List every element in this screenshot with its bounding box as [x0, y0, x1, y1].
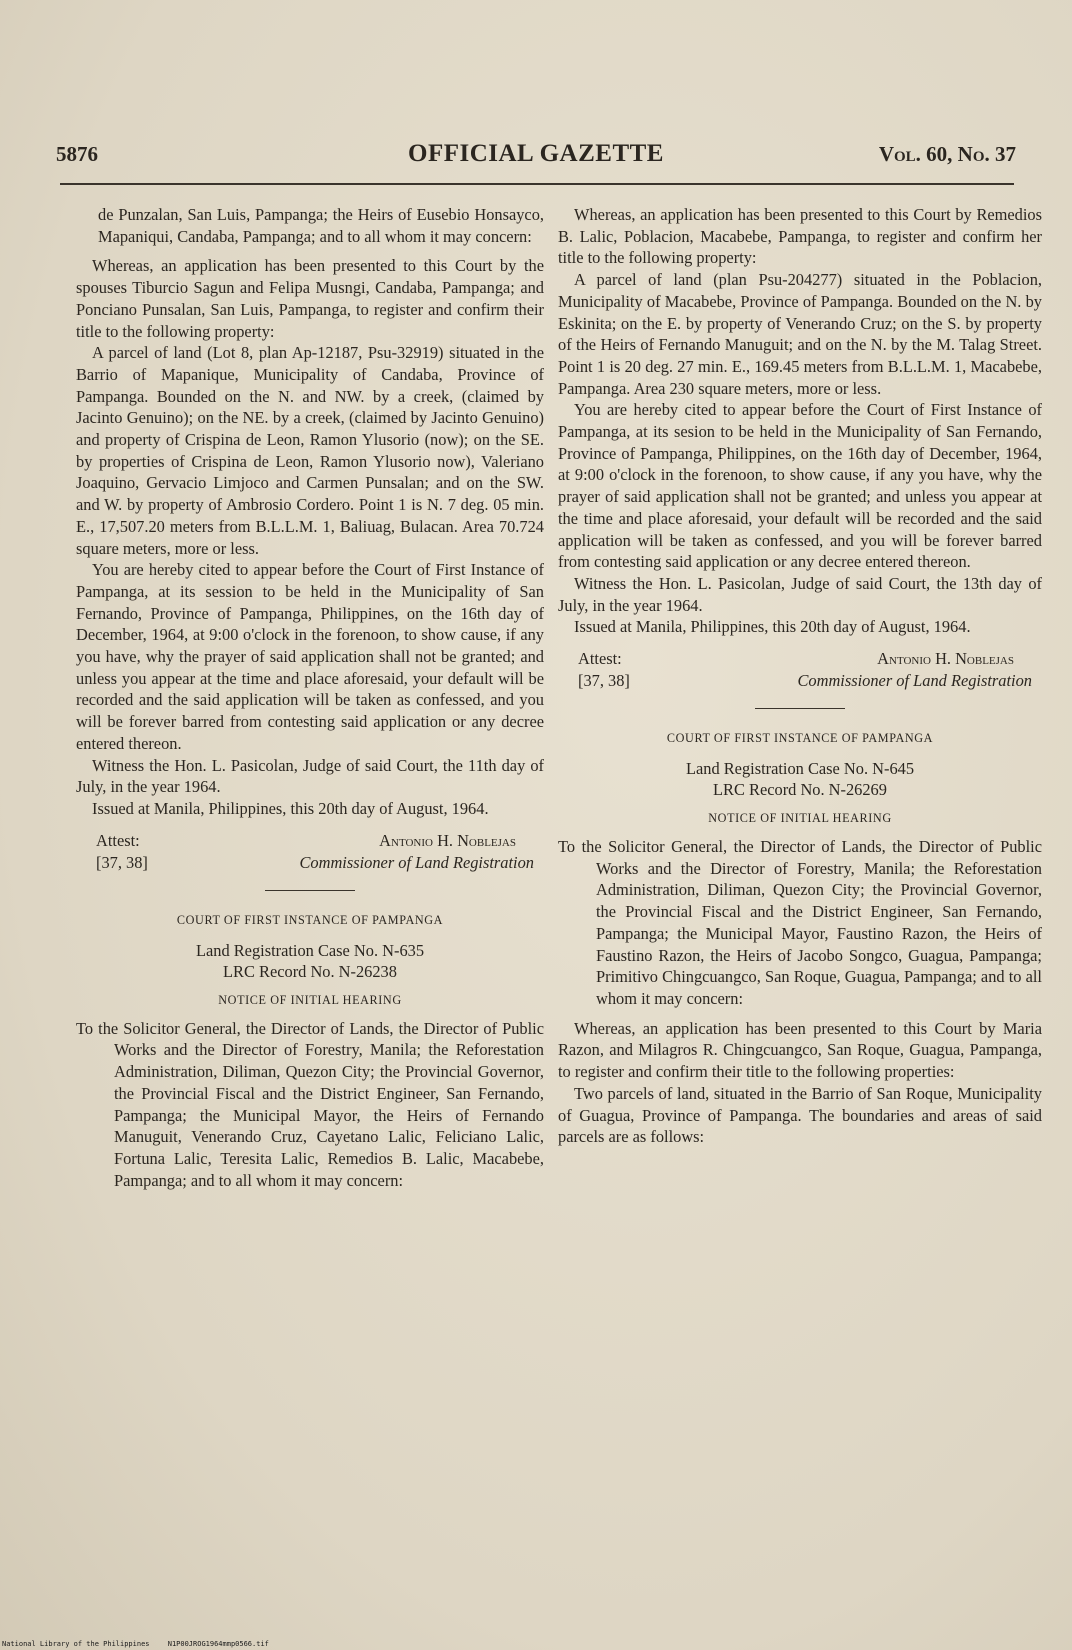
attest-title: Commissioner of Land Registration [299, 852, 534, 872]
page-number: 5876 [56, 142, 98, 166]
properties-paragraph: Two parcels of land, situated in the Barrio of San Roque, Municipality of Guagua, Province of Pampanga. The boundaries and areas of said parcels are as follows: [558, 1083, 1042, 1147]
attest-title: Commissioner of Land Registration [797, 671, 1032, 691]
page-header [56, 142, 1016, 176]
volume-number: Vol. 60, No. 37 [878, 142, 1016, 166]
scan-filename: N1P00JROG1964mmp0566.tif [167, 1640, 269, 1648]
right-column [558, 204, 1042, 1148]
issue-reference: [37, 38] [578, 671, 630, 691]
property-description: A parcel of land (plan Psu-204277) situated in the Poblacion, Municipality of Macabebe, Province of Pampanga. Bounded on the N. by Eskinita; on the E. by property of Venerando Cruz; on the S. by property of the Heirs of Fernando Manuguit; and on the N. by the M. Talag Street. Point 1 is 20 deg. 27 min. E., 169.45 meters from B.L.L.M. 1, Macabebe, Pampanga. Area 230 square meters, more or less. [558, 270, 1042, 398]
witness-paragraph: Witness the Hon. L. Pasicolan, Judge of said Court, the 11th day of July, in the year 1964. [76, 755, 544, 797]
left-column [76, 204, 544, 1191]
application-paragraph: Whereas, an application has been presented to this Court by Maria Razon, and Milagros R. Chingcuangco, San Roque, Guagua, Pampanga, to register and confirm their title to the following properties: [558, 1018, 1042, 1082]
section-divider [265, 890, 355, 891]
attest-name: Antonio H. Noblejas [877, 649, 1014, 669]
issued-paragraph: Issued at Manila, Philippines, this 20th day of August, 1964. [574, 617, 971, 637]
notice-heading: NOTICE OF INITIAL HEARING [708, 811, 892, 826]
library-credit: National Library of the Philippines [2, 1640, 150, 1648]
attestation-block [558, 648, 1042, 692]
attest-label: Attest: [578, 649, 622, 669]
citation-paragraph: You are hereby cited to appear before the Court of First Instance of Pampanga, at its session to be held in the Municipality of San Fernando, Province of Pampanga, Philippines, on the 16th day of December, 1964, at 9:00 o'clock in the forenoon, to show cause, if any you have, why the prayer of said application shall not be granted; and unless you appear at the time and place aforesaid, your default will be recorded and the said application will be taken as confessed, and you will be forever barred from contesting said application or any decree entered thereon. [76, 560, 544, 753]
header-rule [60, 183, 1014, 185]
case-number: Land Registration Case No. N-645 [685, 759, 915, 779]
issue-reference: [37, 38] [96, 852, 148, 872]
scan-footer [2, 1640, 283, 1648]
addressees-paragraph: To the Solicitor General, the Director of Lands, the Director of Public Works and the Director of Forestry, Manila; the Reforestation Administration, Diliman, Quezon City; the Provincial Governor, the Provincial Fiscal and the District Engineer, San Fernando, Pampanga; the Municipal Mayor, Faustino Razon, the Heirs of Faustino Razon, the Heirs of Jacobo Songco, Guagua, Pampanga; Primitivo Chingcuangco, San Roque, Guagua, Pampanga; and to all whom it may concern: [558, 837, 1042, 1008]
record-number: LRC Record No. N-26269 [713, 780, 887, 800]
notice-heading: NOTICE OF INITIAL HEARING [218, 992, 402, 1007]
case-number: Land Registration Case No. N-635 [195, 940, 425, 960]
property-description: A parcel of land (Lot 8, plan Ap-12187, Psu-32919) situated in the Barrio of Mapanique, Municipality of Candaba, Province of Pampanga. Bounded on the N. and NW. by a creek, (claimed by Jacinto Genuino); on the NE. by a creek, (claimed by Jacinto Genuino) and property of Crispina de Leon, Ramon Ylusorio (now); on the SE. by properties of Crispina de Leon, Ramon Ylusorio now), Valeriano Joaquino, Gervacio Limjoco and Carmen Punsalan; and on the SW. and W. by property of Ambrosio Cordero. Point 1 is N. 7 deg. 05 min. E., 17,507.20 meters from B.L.L.M. 1, Baliuag, Bulacan. Area 70.724 square meters, more or less. [76, 343, 544, 558]
application-paragraph: Whereas, an application has been presented to this Court by the spouses Tiburcio Sagun and Felipa Musngi, Candaba, Pampanga; and Ponciano Punsalan, San Luis, Pampanga, to register and confirm their title to the following property: [76, 256, 544, 341]
publication-title: OFFICIAL GAZETTE [408, 140, 664, 167]
issued-paragraph: Issued at Manila, Philippines, this 20th day of August, 1964. [92, 798, 489, 818]
court-heading: COURT OF FIRST INSTANCE OF PAMPANGA [666, 731, 934, 746]
citation-paragraph: You are hereby cited to appear before the Court of First Instance of Pampanga, at its sesion to be held in the Municipality of San Fernando, Province of Pampanga, Philippines, on the 16th day of December, 1964, at 9:00 o'clock in the forenoon, to show cause, if any you have, why the prayer of said application shall not be granted; and unless you appear at the time and place aforesaid, your default will be recorded and the said application will be taken as confessed, and you will be forever barred from contesting said application or any decree entered thereon. [558, 400, 1042, 572]
section-divider [755, 708, 845, 709]
court-heading: COURT OF FIRST INSTANCE OF PAMPANGA [176, 912, 444, 927]
addressees-paragraph: To the Solicitor General, the Director of Lands, the Director of Public Works and the Director of Forestry, Manila; the Reforestation Administration, Diliman, Quezon City; the Provincial Governor, the Provincial Fiscal and the District Engineer, San Fernando, Pampanga; the Municipal Mayor, the Heirs of Fernando Manuguit, Venerando Cruz, Cayetano Lalic, Feliciano Lalic, Fortuna Lalic, Teresita Lalic, Remedios B. Lalic, Macabebe, Pampanga; and to all whom it may concern: [76, 1018, 544, 1190]
application-paragraph: Whereas, an application has been presented to this Court by Remedios B. Lalic, Poblacion, Macabebe, Pampanga, to register and confirm her title to the following property: [558, 205, 1042, 268]
addressee-continuation: de Punzalan, San Luis, Pampanga; the Heirs of Eusebio Honsayco, Mapaniqui, Candaba, Pampanga; and to all whom it may concern: [98, 205, 544, 246]
record-number: LRC Record No. N-26238 [223, 961, 397, 981]
attestation-block [76, 830, 544, 874]
witness-paragraph: Witness the Hon. L. Pasicolan, Judge of said Court, the 13th day of July, in the year 1964. [558, 573, 1042, 615]
attest-label: Attest: [96, 830, 140, 850]
attest-name: Antonio H. Noblejas [379, 830, 516, 850]
